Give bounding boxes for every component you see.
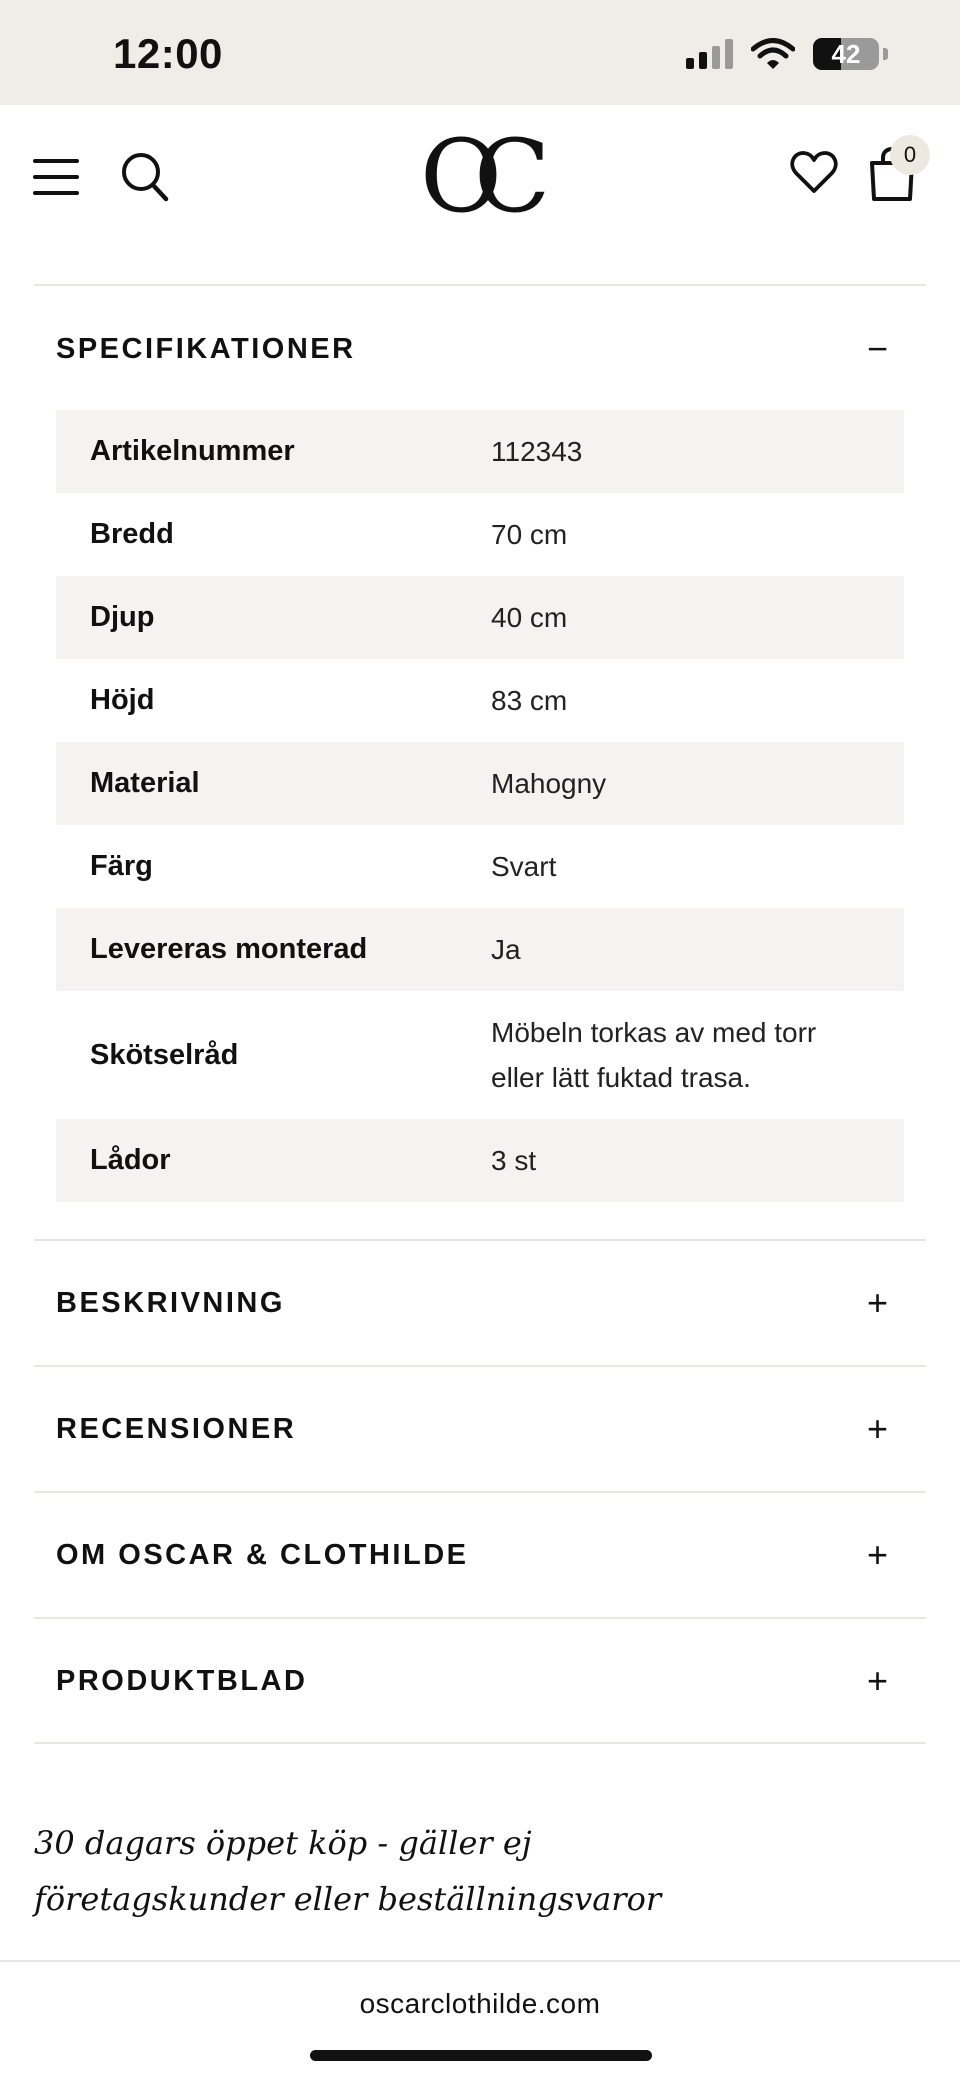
battery-percent: 42 [831, 39, 861, 69]
spec-value: Ja [491, 934, 521, 965]
accordion-beskrivning[interactable] [34, 1241, 926, 1365]
spec-row [56, 742, 904, 825]
status-time: 12:00 [113, 30, 223, 77]
spec-value: 3 st [491, 1145, 537, 1176]
spec-label: Material [90, 767, 200, 799]
home-indicator[interactable] [310, 2050, 652, 2061]
spec-value: 83 cm [491, 685, 568, 716]
expand-icon[interactable]: + [866, 1660, 888, 1701]
heart-icon[interactable] [790, 151, 838, 195]
spec-value: 40 cm [491, 602, 568, 633]
url-text[interactable]: oscarclothilde.com [359, 1988, 601, 2019]
spec-label: Färg [90, 850, 153, 882]
spec-label: Levereras monterad [90, 933, 368, 965]
spec-label: Skötselråd [90, 1038, 239, 1071]
spec-row [56, 493, 904, 576]
accordion-title: RECENSIONER [56, 1413, 297, 1445]
accordion-title: PRODUKTBLAD [56, 1665, 308, 1697]
spec-value: 112343 [491, 436, 583, 467]
spec-row [56, 1119, 904, 1202]
battery-icon [813, 38, 879, 70]
spec-label: Bredd [90, 518, 174, 550]
accordion-title: SPECIFIKATIONER [56, 333, 356, 365]
divider [34, 284, 926, 286]
spec-row [56, 576, 904, 659]
accordion-title: OM OSCAR & CLOTHILDE [56, 1539, 469, 1571]
spec-value: Mahogny [491, 768, 607, 799]
expand-icon[interactable]: + [866, 1282, 888, 1323]
collapse-icon[interactable]: − [866, 328, 888, 369]
spec-row [56, 908, 904, 991]
accordion-om-oscar-clothilde[interactable] [34, 1493, 926, 1617]
site-header [0, 105, 960, 285]
browser-url-bar[interactable] [0, 1960, 960, 2077]
search-icon[interactable] [120, 151, 170, 203]
battery-tip [883, 48, 888, 60]
spec-value: Svart [491, 851, 557, 882]
cart-count-badge: 0 [890, 135, 930, 175]
spec-label: Artikelnummer [90, 435, 295, 467]
return-policy-note: 30 dagars öppet köp - gäller ej företagskunder eller beställningsvaror [34, 1824, 662, 1918]
spec-row [56, 991, 904, 1119]
spec-label: Lådor [90, 1144, 171, 1176]
spec-label: Höjd [90, 684, 155, 716]
spec-table [56, 410, 904, 1202]
accordion-title: BESKRIVNING [56, 1287, 285, 1319]
expand-icon[interactable]: + [866, 1534, 888, 1575]
spec-value: Möbeln torkas av med torr eller lätt fuktad trasa. [491, 1017, 817, 1093]
wifi-icon [751, 38, 795, 70]
spec-row [56, 410, 904, 493]
accordion-produktblad[interactable] [34, 1619, 926, 1743]
spec-value: 70 cm [491, 519, 568, 550]
site-logo[interactable]: OC [420, 118, 523, 235]
spec-label: Djup [90, 601, 155, 633]
spec-row [56, 825, 904, 908]
menu-icon[interactable] [33, 157, 79, 197]
accordion-specifications[interactable] [34, 287, 926, 411]
signal-icon [686, 39, 733, 69]
status-icons [686, 38, 888, 70]
divider [34, 1742, 926, 1744]
expand-icon[interactable]: + [866, 1408, 888, 1449]
spec-row [56, 659, 904, 742]
accordion-recensioner[interactable] [34, 1367, 926, 1491]
status-bar [0, 0, 960, 105]
